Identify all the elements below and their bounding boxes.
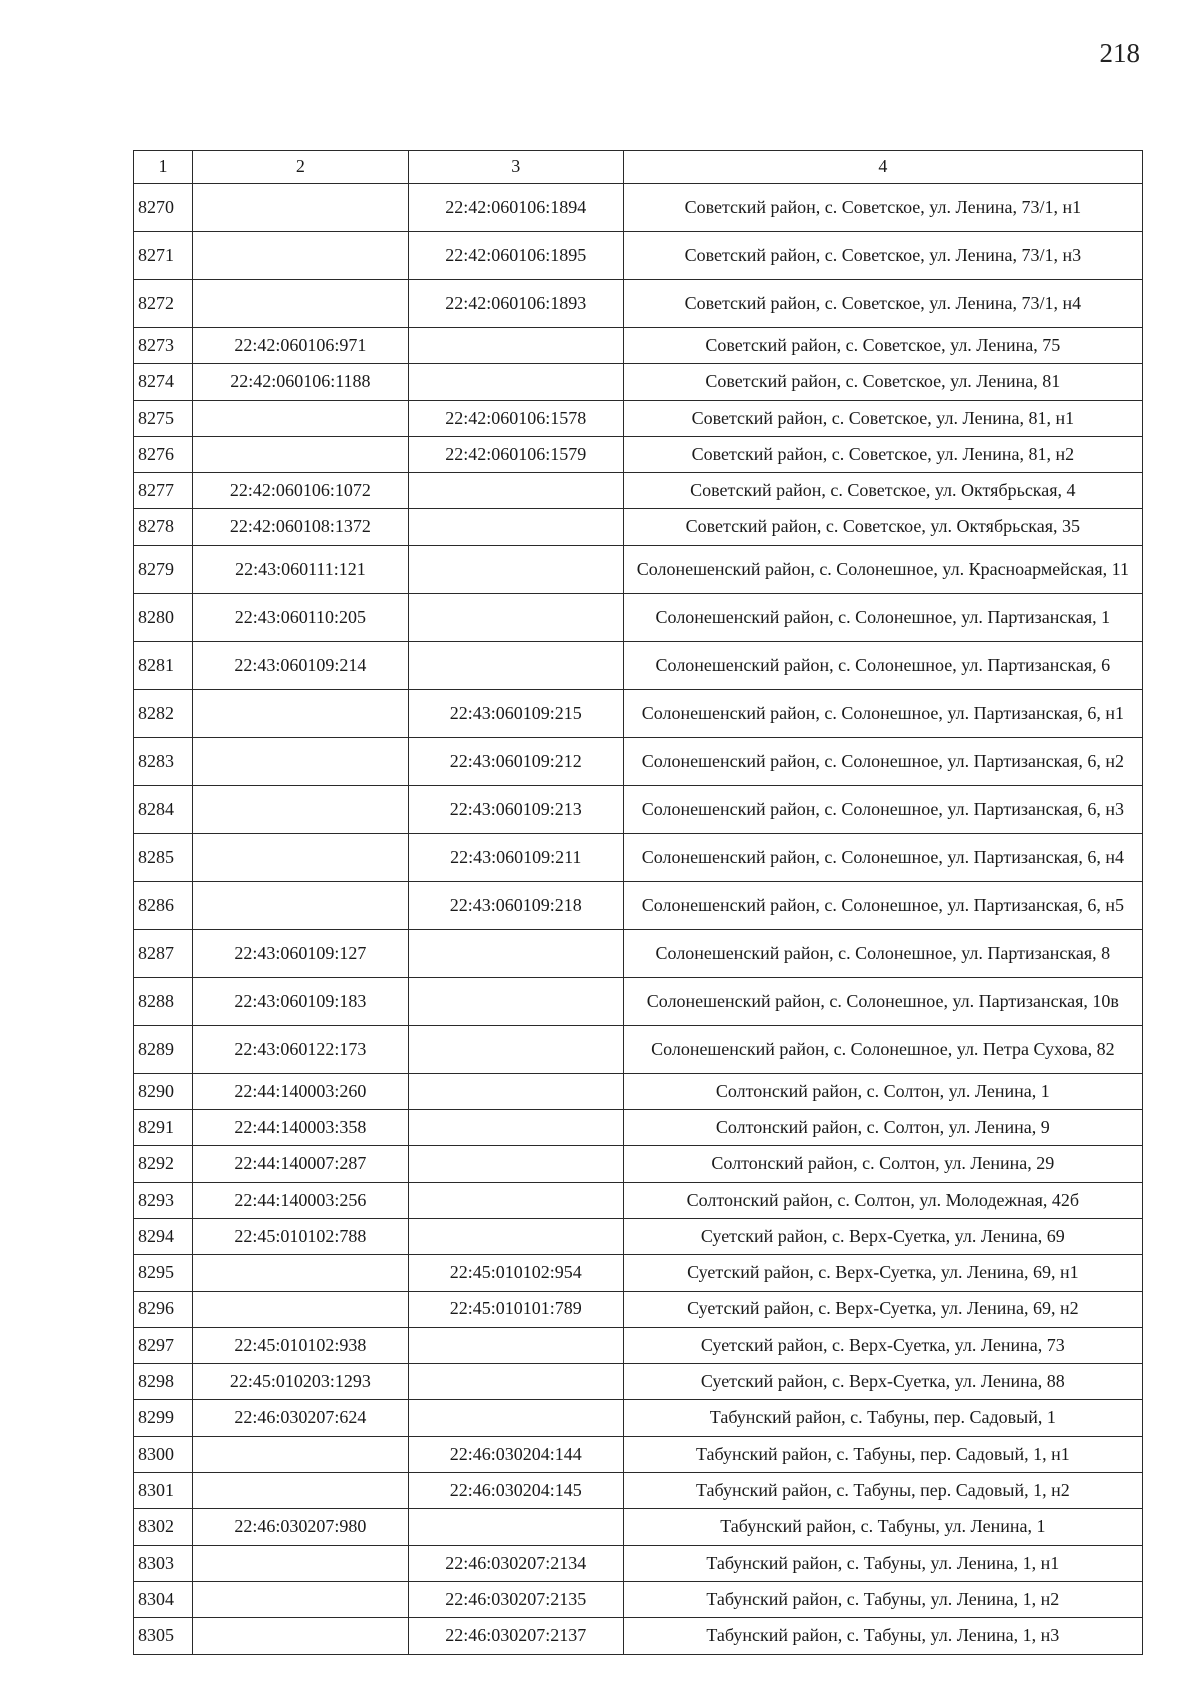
cadastral-number-alt-cell: [408, 593, 623, 641]
cadastral-number-alt-cell: [408, 509, 623, 545]
cadastral-number-alt-cell: 22:46:030207:2134: [408, 1545, 623, 1581]
cadastral-number-cell: 22:43:060109:183: [192, 977, 408, 1025]
address-cell: Солонешенский район, с. Солонешное, ул. Партизанская, 6, н2: [623, 737, 1142, 785]
cadastral-number-cell: 22:43:060122:173: [192, 1025, 408, 1073]
cadastral-number-alt-cell: [408, 641, 623, 689]
address-cell: Табунский район, с. Табуны, пер. Садовый, 1, н1: [623, 1436, 1142, 1472]
table-row: [134, 977, 1143, 1025]
address-cell: Солонешенский район, с. Солонешное, ул. Партизанская, 6, н4: [623, 833, 1142, 881]
table-row: [134, 1327, 1143, 1363]
row-number-cell: 8300: [134, 1436, 193, 1472]
table-row: [134, 280, 1143, 328]
row-number-cell: 8294: [134, 1218, 193, 1254]
table-row: [134, 1364, 1143, 1400]
table-row: [134, 1581, 1143, 1617]
address-cell: Суетский район, с. Верх-Суетка, ул. Ленина, 69, н1: [623, 1255, 1142, 1291]
cadastral-number-alt-cell: 22:45:010101:789: [408, 1291, 623, 1327]
cadastral-number-cell: [192, 1581, 408, 1617]
row-number-cell: 8293: [134, 1182, 193, 1218]
cadastral-number-cell: [192, 436, 408, 472]
cadastral-number-cell: [192, 881, 408, 929]
cadastral-number-alt-cell: [408, 1400, 623, 1436]
row-number-cell: 8302: [134, 1509, 193, 1545]
cadastral-number-alt-cell: [408, 1327, 623, 1363]
header-row: [134, 151, 1143, 184]
address-cell: Суетский район, с. Верх-Суетка, ул. Ленина, 88: [623, 1364, 1142, 1400]
header-col-3: 3: [408, 151, 623, 184]
cadastral-number-cell: 22:45:010102:788: [192, 1218, 408, 1254]
cadastral-number-cell: [192, 1618, 408, 1654]
cadastral-number-alt-cell: 22:46:030207:2135: [408, 1581, 623, 1617]
address-cell: Табунский район, с. Табуны, пер. Садовый, 1: [623, 1400, 1142, 1436]
cadastral-number-alt-cell: [408, 1509, 623, 1545]
cadastral-number-alt-cell: 22:43:060109:213: [408, 785, 623, 833]
address-cell: Солтонский район, с. Солтон, ул. Ленина, 9: [623, 1110, 1142, 1146]
cadastral-number-cell: 22:43:060109:214: [192, 641, 408, 689]
cadastral-number-alt-cell: [408, 929, 623, 977]
table-row: [134, 1146, 1143, 1182]
cadastral-number-alt-cell: 22:42:060106:1579: [408, 436, 623, 472]
cadastral-number-cell: 22:43:060111:121: [192, 545, 408, 593]
address-cell: Солонешенский район, с. Солонешное, ул. Партизанская, 8: [623, 929, 1142, 977]
table-row: [134, 833, 1143, 881]
cadastral-number-cell: 22:45:010203:1293: [192, 1364, 408, 1400]
table-row: [134, 328, 1143, 364]
address-cell: Солонешенский район, с. Солонешное, ул. Партизанская, 10в: [623, 977, 1142, 1025]
row-number-cell: 8303: [134, 1545, 193, 1581]
cadastral-number-alt-cell: 22:43:060109:218: [408, 881, 623, 929]
row-number-cell: 8305: [134, 1618, 193, 1654]
row-number-cell: 8301: [134, 1473, 193, 1509]
cadastral-number-alt-cell: [408, 1110, 623, 1146]
row-number-cell: 8283: [134, 737, 193, 785]
cadastral-number-cell: 22:42:060108:1372: [192, 509, 408, 545]
cadastral-number-cell: 22:46:030207:624: [192, 1400, 408, 1436]
row-number-cell: 8290: [134, 1073, 193, 1109]
cadastral-number-cell: [192, 689, 408, 737]
row-number-cell: 8277: [134, 473, 193, 509]
row-number-cell: 8299: [134, 1400, 193, 1436]
row-number-cell: 8275: [134, 400, 193, 436]
address-cell: Солонешенский район, с. Солонешное, ул. Партизанская, 6, н5: [623, 881, 1142, 929]
address-cell: Советский район, с. Советское, ул. Ленина, 73/1, н1: [623, 184, 1142, 232]
address-cell: Солонешенский район, с. Солонешное, ул. Петра Сухова, 82: [623, 1025, 1142, 1073]
row-number-cell: 8280: [134, 593, 193, 641]
cadastral-number-cell: [192, 1291, 408, 1327]
table-row: [134, 1618, 1143, 1654]
table-row: [134, 1436, 1143, 1472]
table-row: [134, 436, 1143, 472]
cadastral-number-alt-cell: 22:45:010102:954: [408, 1255, 623, 1291]
table-row: [134, 400, 1143, 436]
cadastral-number-cell: 22:46:030207:980: [192, 1509, 408, 1545]
cadastral-number-alt-cell: [408, 473, 623, 509]
address-cell: Табунский район, с. Табуны, ул. Ленина, 1, н3: [623, 1618, 1142, 1654]
cadastral-number-cell: 22:42:060106:1072: [192, 473, 408, 509]
row-number-cell: 8292: [134, 1146, 193, 1182]
address-cell: Солонешенский район, с. Солонешное, ул. Партизанская, 6, н3: [623, 785, 1142, 833]
cadastral-number-cell: [192, 1473, 408, 1509]
row-number-cell: 8304: [134, 1581, 193, 1617]
row-number-cell: 8286: [134, 881, 193, 929]
address-cell: Советский район, с. Советское, ул. Ленина, 75: [623, 328, 1142, 364]
cadastral-number-alt-cell: [408, 545, 623, 593]
address-cell: Солтонский район, с. Солтон, ул. Ленина, 1: [623, 1073, 1142, 1109]
cadastral-number-alt-cell: 22:42:060106:1895: [408, 232, 623, 280]
row-number-cell: 8276: [134, 436, 193, 472]
address-cell: Советский район, с. Советское, ул. Ленина, 73/1, н4: [623, 280, 1142, 328]
cadastral-number-cell: [192, 1545, 408, 1581]
row-number-cell: 8296: [134, 1291, 193, 1327]
cadastral-number-cell: [192, 184, 408, 232]
cadastral-number-cell: [192, 1255, 408, 1291]
cadastral-number-alt-cell: [408, 1073, 623, 1109]
header-col-4: 4: [623, 151, 1142, 184]
cadastral-number-alt-cell: 22:46:030204:144: [408, 1436, 623, 1472]
row-number-cell: 8284: [134, 785, 193, 833]
row-number-cell: 8288: [134, 977, 193, 1025]
cadastral-number-alt-cell: [408, 1146, 623, 1182]
cadastral-number-cell: 22:42:060106:1188: [192, 364, 408, 400]
table-row: [134, 929, 1143, 977]
cadastral-number-alt-cell: [408, 364, 623, 400]
header-col-2: 2: [192, 151, 408, 184]
cadastral-number-cell: [192, 785, 408, 833]
table-row: [134, 232, 1143, 280]
table-row: [134, 593, 1143, 641]
address-cell: Табунский район, с. Табуны, ул. Ленина, 1: [623, 1509, 1142, 1545]
address-cell: Советский район, с. Советское, ул. Ленина, 81: [623, 364, 1142, 400]
cadastral-number-cell: 22:44:140003:260: [192, 1073, 408, 1109]
row-number-cell: 8298: [134, 1364, 193, 1400]
cadastral-number-cell: [192, 1436, 408, 1472]
cadastral-number-alt-cell: 22:46:030207:2137: [408, 1618, 623, 1654]
table-row: [134, 1545, 1143, 1581]
row-number-cell: 8282: [134, 689, 193, 737]
row-number-cell: 8274: [134, 364, 193, 400]
cadastral-number-cell: 22:44:140003:358: [192, 1110, 408, 1146]
cadastral-number-cell: [192, 737, 408, 785]
address-cell: Солонешенский район, с. Солонешное, ул. Партизанская, 6, н1: [623, 689, 1142, 737]
table-row: [134, 689, 1143, 737]
row-number-cell: 8272: [134, 280, 193, 328]
table-row: [134, 509, 1143, 545]
table-row: [134, 1400, 1143, 1436]
cadastral-number-cell: 22:44:140003:256: [192, 1182, 408, 1218]
address-cell: Солтонский район, с. Солтон, ул. Молодежная, 42б: [623, 1182, 1142, 1218]
table-row: [134, 785, 1143, 833]
address-cell: Советский район, с. Советское, ул. Ленина, 81, н1: [623, 400, 1142, 436]
row-number-cell: 8295: [134, 1255, 193, 1291]
table-row: [134, 473, 1143, 509]
address-cell: Советский район, с. Советское, ул. Октябрьская, 4: [623, 473, 1142, 509]
address-cell: Солтонский район, с. Солтон, ул. Ленина, 29: [623, 1146, 1142, 1182]
cadastral-number-alt-cell: 22:43:060109:215: [408, 689, 623, 737]
table-row: [134, 1291, 1143, 1327]
cadastral-number-cell: 22:45:010102:938: [192, 1327, 408, 1363]
address-cell: Солонешенский район, с. Солонешное, ул. Красноармейская, 11: [623, 545, 1142, 593]
cadastral-number-cell: [192, 232, 408, 280]
row-number-cell: 8297: [134, 1327, 193, 1363]
row-number-cell: 8278: [134, 509, 193, 545]
cadastral-number-alt-cell: [408, 1025, 623, 1073]
table-row: [134, 1073, 1143, 1109]
cadastral-number-cell: [192, 400, 408, 436]
address-cell: Табунский район, с. Табуны, пер. Садовый, 1, н2: [623, 1473, 1142, 1509]
table-row: [134, 641, 1143, 689]
row-number-cell: 8287: [134, 929, 193, 977]
address-cell: Советский район, с. Советское, ул. Ленина, 81, н2: [623, 436, 1142, 472]
cadastral-number-alt-cell: 22:42:060106:1894: [408, 184, 623, 232]
header-col-1: 1: [134, 151, 193, 184]
page-number: 218: [1099, 38, 1140, 68]
table-row: [134, 737, 1143, 785]
table-row: [134, 1218, 1143, 1254]
table-header: [134, 151, 1143, 184]
row-number-cell: 8291: [134, 1110, 193, 1146]
cadastral-number-alt-cell: 22:42:060106:1893: [408, 280, 623, 328]
cadastral-number-alt-cell: 22:43:060109:212: [408, 737, 623, 785]
address-cell: Суетский район, с. Верх-Суетка, ул. Ленина, 69, н2: [623, 1291, 1142, 1327]
table-row: [134, 184, 1143, 232]
address-cell: Табунский район, с. Табуны, ул. Ленина, 1, н2: [623, 1581, 1142, 1617]
address-cell: Советский район, с. Советское, ул. Октябрьская, 35: [623, 509, 1142, 545]
table-row: [134, 881, 1143, 929]
table-row: [134, 1509, 1143, 1545]
registry-table: [133, 150, 1143, 1655]
row-number-cell: 8273: [134, 328, 193, 364]
cadastral-number-alt-cell: [408, 1182, 623, 1218]
cadastral-number-cell: 22:44:140007:287: [192, 1146, 408, 1182]
table-row: [134, 545, 1143, 593]
cadastral-number-cell: 22:42:060106:971: [192, 328, 408, 364]
cadastral-number-alt-cell: 22:42:060106:1578: [408, 400, 623, 436]
address-cell: Солонешенский район, с. Солонешное, ул. Партизанская, 1: [623, 593, 1142, 641]
row-number-cell: 8289: [134, 1025, 193, 1073]
address-cell: Суетский район, с. Верх-Суетка, ул. Ленина, 69: [623, 1218, 1142, 1254]
cadastral-number-alt-cell: [408, 1364, 623, 1400]
table-row: [134, 1182, 1143, 1218]
row-number-cell: 8281: [134, 641, 193, 689]
table-row: [134, 1025, 1143, 1073]
table-row: [134, 1110, 1143, 1146]
cadastral-number-cell: 22:43:060109:127: [192, 929, 408, 977]
address-cell: Солонешенский район, с. Солонешное, ул. Партизанская, 6: [623, 641, 1142, 689]
row-number-cell: 8279: [134, 545, 193, 593]
table-row: [134, 364, 1143, 400]
address-cell: Советский район, с. Советское, ул. Ленина, 73/1, н3: [623, 232, 1142, 280]
cadastral-number-cell: 22:43:060110:205: [192, 593, 408, 641]
cadastral-number-alt-cell: [408, 328, 623, 364]
cadastral-number-alt-cell: [408, 1218, 623, 1254]
table-row: [134, 1473, 1143, 1509]
cadastral-number-cell: [192, 280, 408, 328]
cadastral-number-alt-cell: 22:43:060109:211: [408, 833, 623, 881]
row-number-cell: 8271: [134, 232, 193, 280]
address-cell: Суетский район, с. Верх-Суетка, ул. Ленина, 73: [623, 1327, 1142, 1363]
table-body: [134, 184, 1143, 1655]
cadastral-number-alt-cell: 22:46:030204:145: [408, 1473, 623, 1509]
row-number-cell: 8285: [134, 833, 193, 881]
row-number-cell: 8270: [134, 184, 193, 232]
cadastral-number-cell: [192, 833, 408, 881]
cadastral-number-alt-cell: [408, 977, 623, 1025]
address-cell: Табунский район, с. Табуны, ул. Ленина, 1, н1: [623, 1545, 1142, 1581]
table-row: [134, 1255, 1143, 1291]
